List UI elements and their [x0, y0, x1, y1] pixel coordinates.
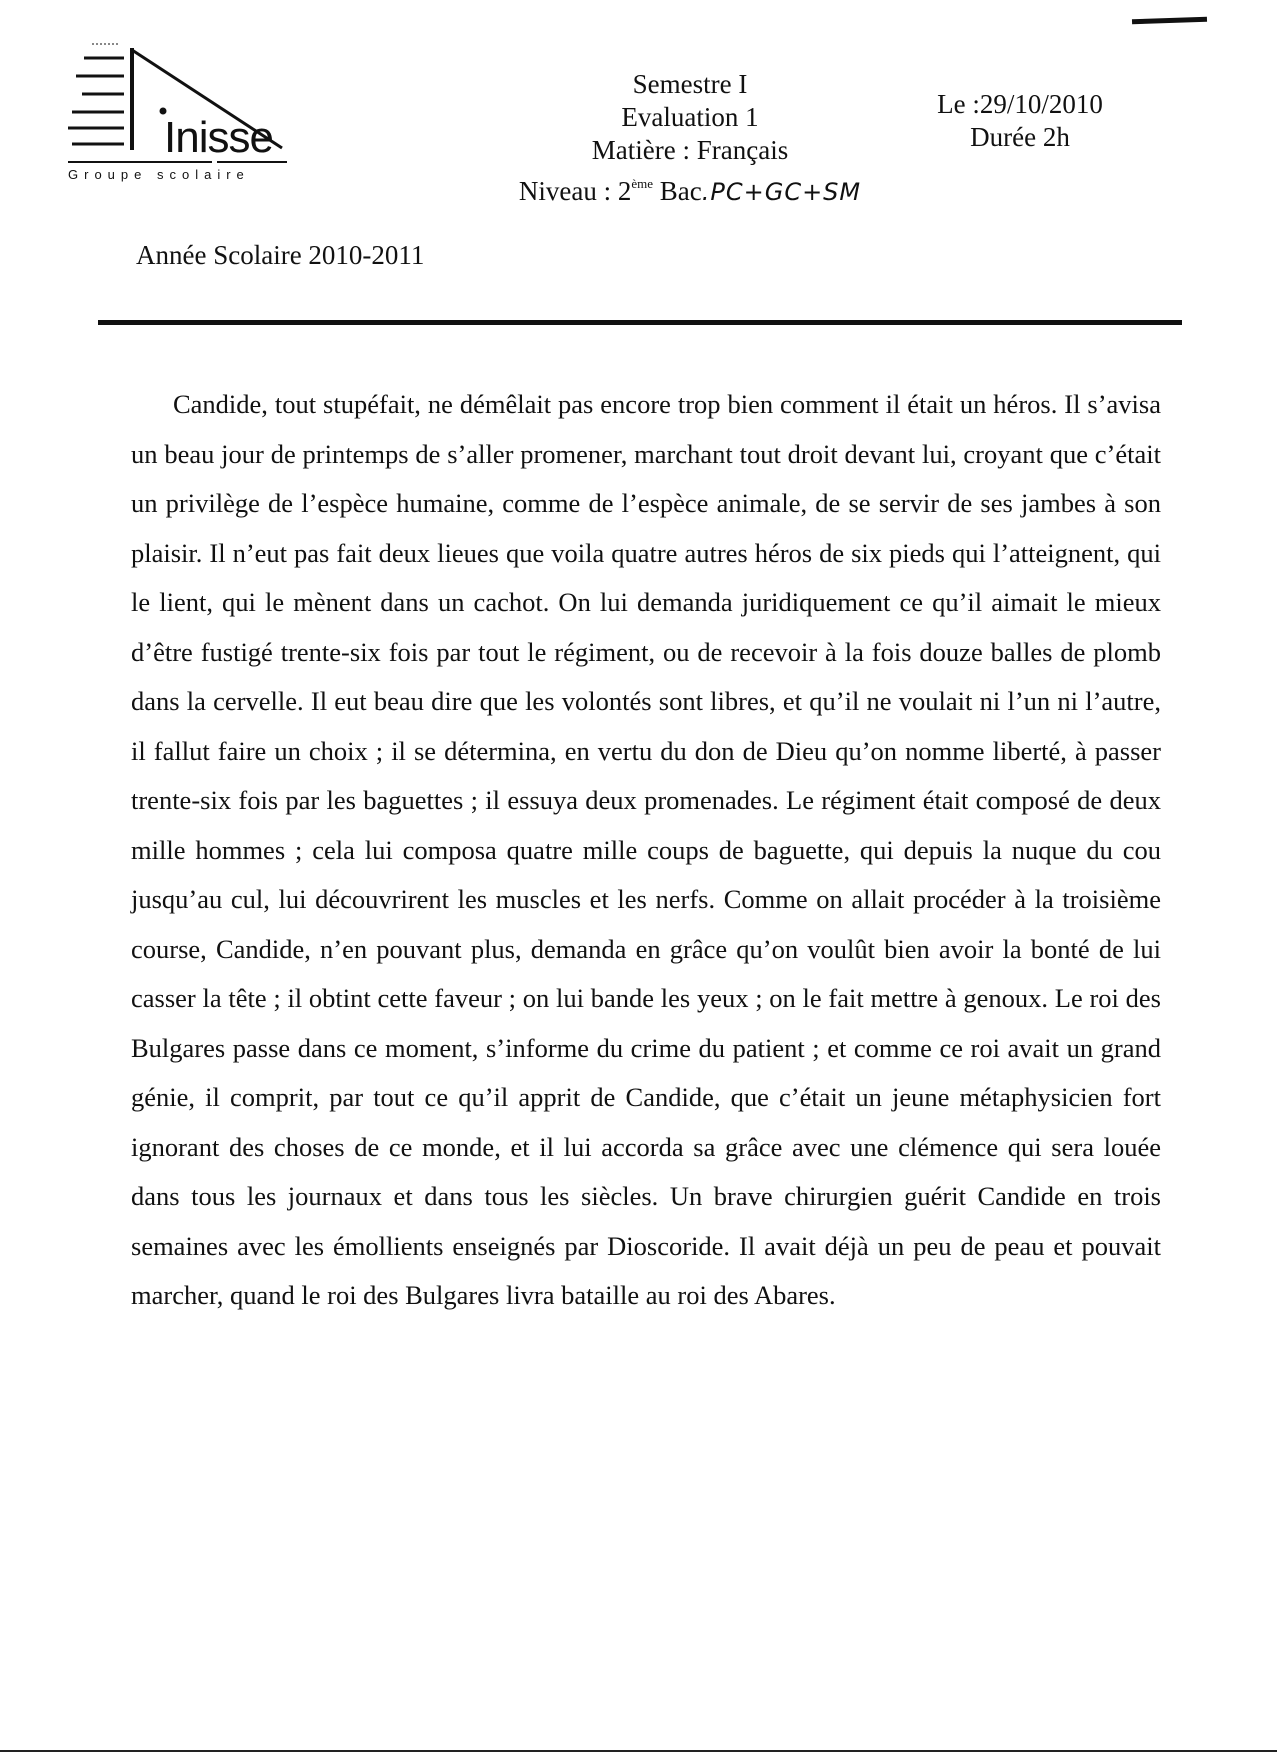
- exam-duration: Durée 2h: [970, 122, 1070, 152]
- subject-label: Matière : Français: [591, 135, 789, 165]
- level-label: [500, 167, 880, 209]
- level-superscript: ème: [631, 176, 654, 191]
- logo-tagline: Groupe scolaire: [68, 167, 250, 182]
- exam-date: Le :29/10/2010: [937, 89, 1103, 119]
- level-handwritten-note: .PC+GC+SM: [701, 178, 862, 206]
- logo-wordmark: Inisse: [164, 113, 273, 162]
- school-logo: [62, 38, 302, 182]
- exam-date-info: [900, 88, 1140, 154]
- bottom-edge-line: [0, 1750, 1277, 1752]
- semester-label: Semestre I: [632, 69, 748, 99]
- passage-text: Candide, tout stupéfait, ne démêlait pas encore trop bien comment il était un héros. Il s’avisa un beau jour de printemps de s’aller promener, marchant tout droit devant lui, croyant que c’était un privilège de l’espèce humaine, comme de l’espèce animale, de se servir de ses jambes à son plaisir. Il n’eut pas fait deux lieues que voila quatre autres héros de six pieds qui l’atteignent, qui le lient, qui le mènent dans un cachot. On lui demanda juridiquement ce qu’il aimait le mieux d’être fustigé trente-six fois par tout le régiment, ou de recevoir à la fois douze balles de plomb dans la cervelle. Il eut beau dire que les volontés sont libres, et qu’il ne voulait ni l’un ni l’autre, il fallut faire un choix ; il se détermina, en vertu du don de Dieu qu’on nomme liberté, à passer trente-six fois par les baguettes ; il essuya deux promenades. Le régiment était composé de deux mille hommes ; cela lui composa quatre mille coups de baguette, qui depuis la nuque du cou jusqu’au cul, lui découvrirent les muscles et les nerfs. Comme on allait procéder à la troisième course, Candide, n’en pouvant plus, demanda en grâce qu’on voulût bien avoir la bonté de lui casser la tête ; il obtint cette faveur ; on lui bande les yeux ; on le fait mettre à genoux. Le roi des Bulgares passe dans ce moment, s’informe du crime du patient ; et comme ce roi avait un grand génie, il comprit, par tout ce qu’il apprit de Candide, que c’était un jeune métaphysicien fort ignorant des choses de ce monde, et il lui accorda sa grâce avec une clémence qui sera louée dans tous les journaux et dans tous les siècles. Un brave chirurgien guérit Candide en trois semaines avec les émollients enseignés par Dioscoride. Il avait déjà un peu de peau et pouvait marcher, quand le roi des Bulgares livra bataille au roi des Abares.: [131, 389, 1161, 1310]
- scan-corner-mark: [1132, 17, 1207, 25]
- evaluation-label: Evaluation 1: [621, 102, 759, 132]
- level-suffix: Bac: [653, 176, 702, 206]
- exam-header-info: [500, 68, 880, 209]
- header-divider: [98, 320, 1182, 325]
- level-prefix: Niveau : 2: [518, 176, 632, 206]
- school-year: Année Scolaire 2010-2011: [136, 240, 425, 270]
